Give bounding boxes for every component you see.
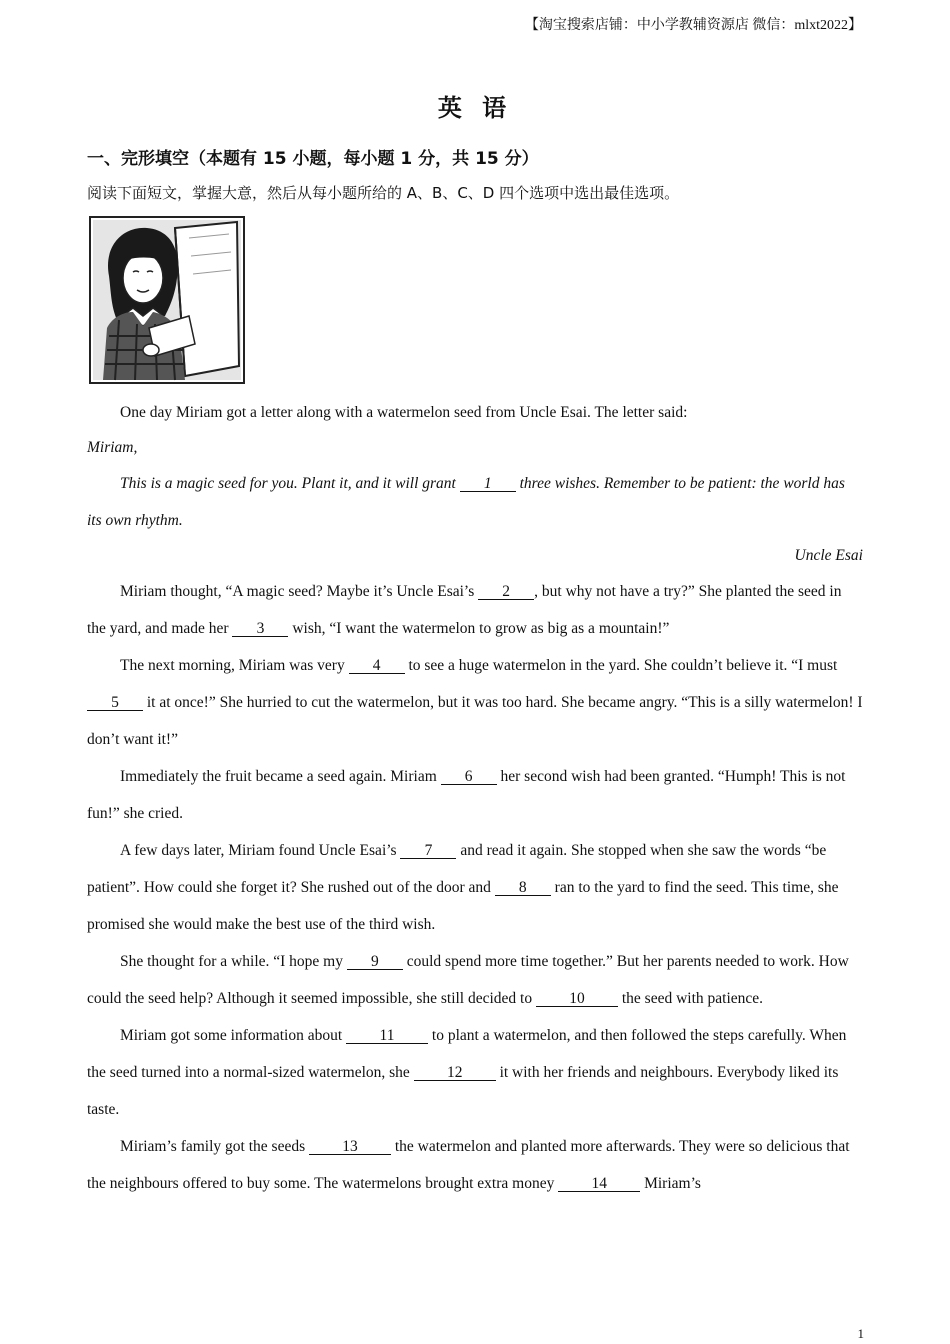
header-note: 【淘宝搜索店铺：中小学教辅资源店 微信：mlxt2022】 [524,18,862,33]
letter-signature: Uncle Esai [794,547,863,564]
passage-text: Miriam got some information about [120,1027,347,1044]
blank-10: 10 [536,991,618,1007]
blank-8: 8 [495,880,551,896]
passage-paragraph-4 [87,758,863,832]
passage-text: Immediately the fruit became a seed again. Miriam [120,768,441,785]
passage-text: and read it again. She stopped when she saw the words “be patient”. How could she forget it? She rushed out of the door and [87,842,827,896]
passage-text: could spend more time together.” But her parents needed to work. How could the seed help? Although it seemed impossible, she still decided to [87,953,849,1007]
passage-text: ran to the yard to find the seed. This time, she promised she would make the best use of the third wish. [87,879,839,933]
letter-salutation: Miriam, [87,439,138,456]
passage-paragraph-2 [87,573,863,647]
passage-text: Miriam thought, “A magic seed? Maybe it’s Uncle Esai’s [120,583,479,600]
blank-5: 5 [87,695,143,711]
passage-text: it at once!” She hurried to cut the watermelon, but it was too hard. She became angry. “This is a silly watermelon! I don’t want it!” [87,694,863,748]
blank-13: 13 [309,1139,391,1155]
blank-7: 7 [400,843,456,859]
passage-paragraph-5 [87,832,863,943]
passage-text: to see a huge watermelon in the yard. She couldn’t believe it. “I must [404,657,838,674]
passage-text: This is a magic seed for you. Plant it, and it will grant [120,475,460,492]
passage-paragraph-1: One day Miriam got a letter along with a watermelon seed from Uncle Esai. The letter said: [120,404,688,421]
passage-text: Miriam’s [640,1175,701,1192]
blank-3: 3 [232,621,288,637]
blank-9: 9 [347,954,403,970]
passage-text: it with her friends and neighbours. Everybody liked its taste. [87,1064,839,1118]
passage-text: Miriam’s family got the seeds [120,1138,309,1155]
instructions: 阅读下面短文，掌握大意，然后从每小题所给的 A、B、C、D 四个选项中选出最佳选项。 [87,184,680,202]
passage-text: She thought for a while. “I hope my [120,953,347,970]
document-title: 英 语 [437,94,513,122]
section-heading: 一、完形填空（本题有 15 小题，每小题 1 分，共 15 分） [87,149,539,169]
passage-text: wish, “I want the watermelon to grow as big as a mountain!” [288,620,670,637]
blank-2: 2 [478,584,534,600]
passage-text: to plant a watermelon, and then followed the steps carefully. When the seed turned into a normal-sized watermelon, she [87,1027,847,1081]
passage-text: the watermelon and planted more afterwards. They were so delicious that the neighbours offered to buy some. The watermelons brought extra money [87,1138,850,1192]
passage-text: her second wish had been granted. “Humph! This is not fun!” she cried. [87,768,846,822]
blank-4: 4 [349,658,405,674]
blank-1: 1 [460,476,516,492]
letter-body [87,465,863,539]
blank-6: 6 [441,769,497,785]
blank-14: 14 [558,1176,640,1192]
passage-text: The next morning, Miriam was very [120,657,349,674]
passage-text: , but why not have a try?” She planted the seed in the yard, and made her [87,583,842,637]
page-number: 1 [857,1326,864,1341]
blank-11: 11 [346,1028,428,1044]
passage-paragraph-3 [87,647,863,758]
passage-text: the seed with patience. [618,990,764,1007]
passage-paragraph-6 [87,943,863,1017]
girl-reading-letter-illustration [89,216,245,384]
passage-paragraph-7 [87,1017,863,1128]
passage-paragraph-8 [87,1128,863,1202]
passage-text: three wishes. Remember to be patient: the world has its own rhythm. [87,475,845,529]
passage-text: A few days later, Miriam found Uncle Esai’s [120,842,401,859]
cloze-passage [87,394,863,1202]
blank-12: 12 [414,1065,496,1081]
